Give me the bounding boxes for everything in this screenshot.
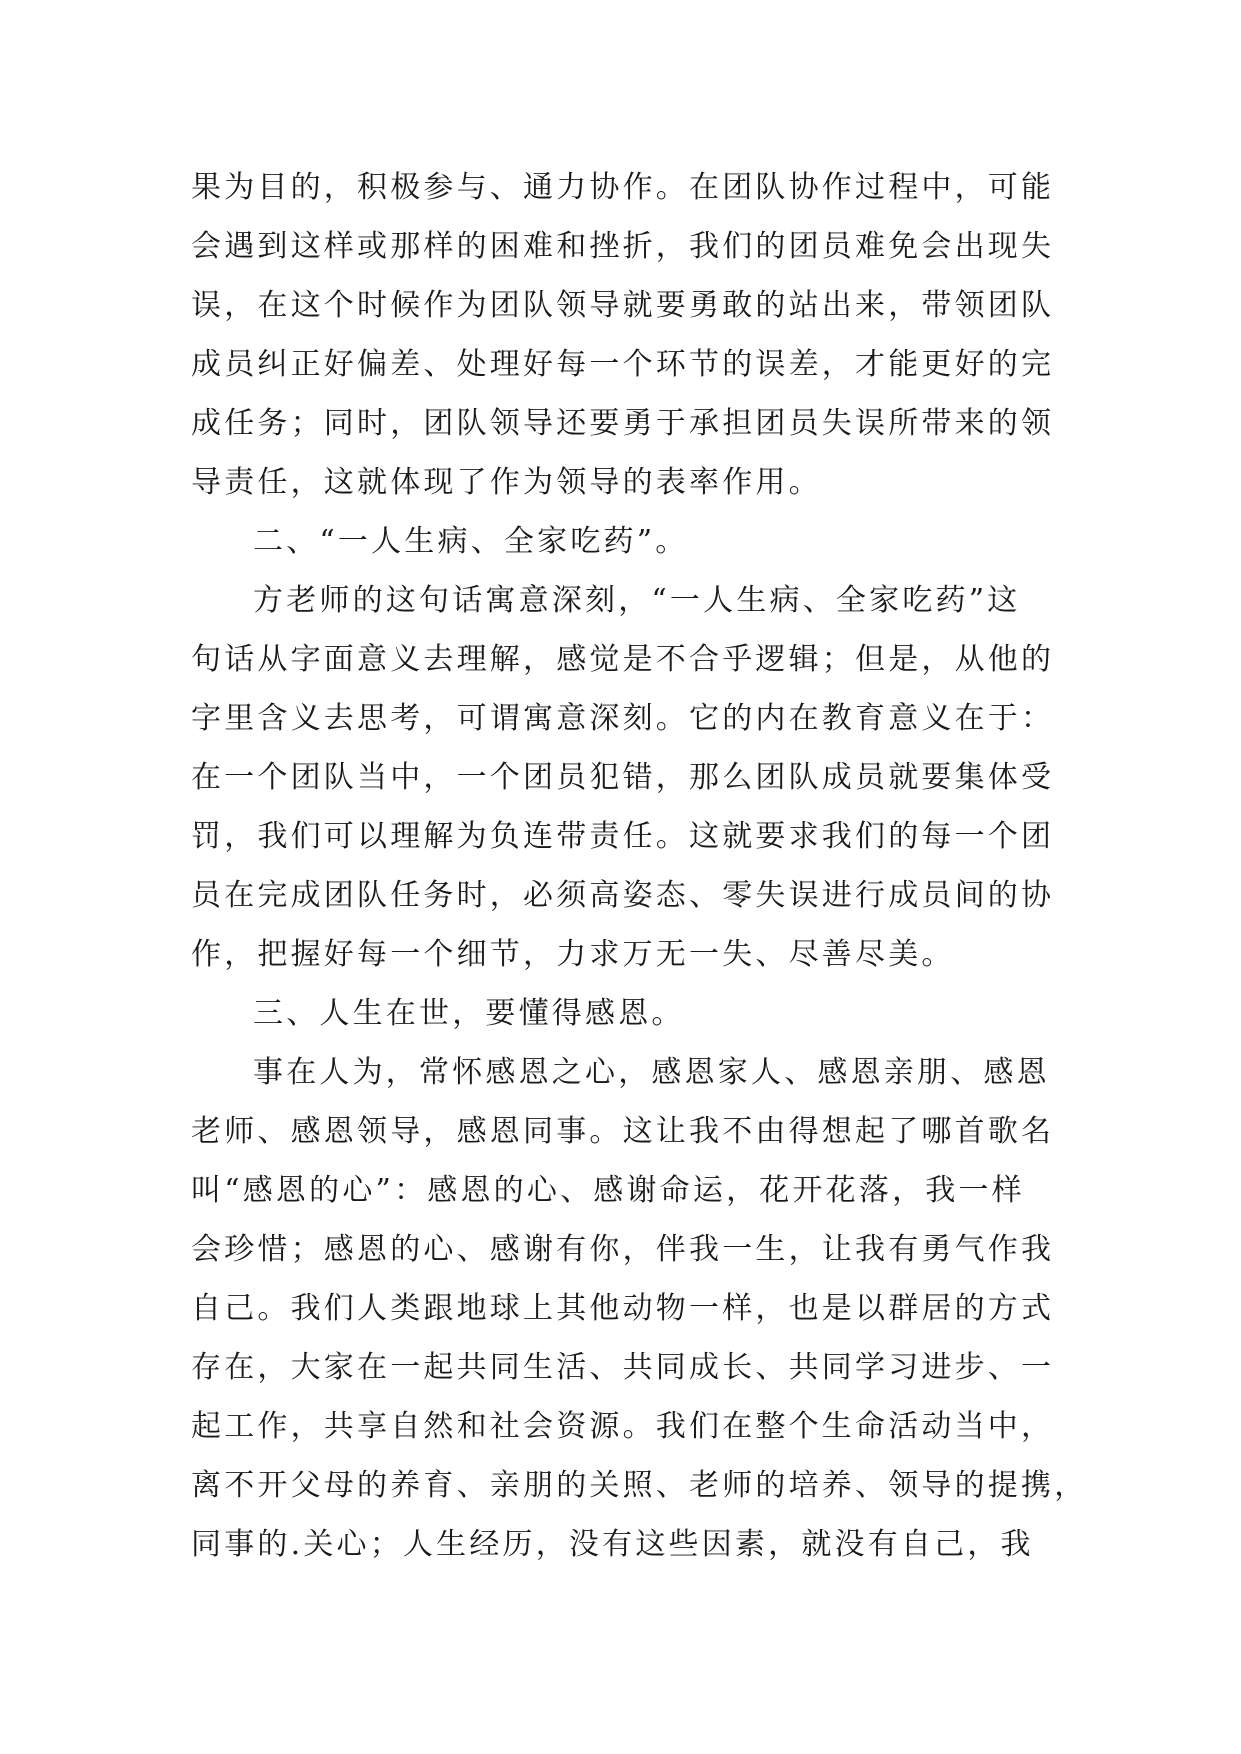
text-line: 自己。我们人类跟地球上其他动物一样，也是以群居的方式: [191, 1291, 1055, 1326]
text-line: 起工作，共享自然和社会资源。我们在整个生命活动当中，: [191, 1409, 1055, 1444]
text-line: 员在完成团队任务时，必须高姿态、零失误进行成员间的协: [191, 878, 1055, 913]
text-line: 同事的.关心；人生经历，没有这些因素，就没有自己，我: [191, 1527, 1034, 1562]
text-line: 罚，我们可以理解为负连带责任。这就要求我们的每一个团: [191, 819, 1055, 854]
text-line: 离不开父母的养育、亲朋的关照、老师的培养、领导的提携，: [191, 1468, 1088, 1503]
body-text: [191, 158, 1088, 1574]
text-line: 成任务；同时，团队领导还要勇于承担团员失误所带来的领: [191, 406, 1055, 441]
text-line: 字里含义去思考，可谓寓意深刻。它的内在教育意义在于：: [191, 701, 1055, 736]
text-line: 存在，大家在一起共同生活、共同成长、共同学习进步、一: [191, 1350, 1055, 1385]
text-line: 果为目的，积极参与、通力协作。在团队协作过程中，可能: [191, 170, 1055, 205]
section-heading-2: 二、“一人生病、全家吃药”。: [253, 524, 689, 559]
text-line: 会珍惜；感恩的心、感谢有你，伴我一生，让我有勇气作我: [191, 1232, 1055, 1267]
text-line: 方老师的这句话寓意深刻，“一人生病、全家吃药”这: [253, 583, 1021, 618]
text-line: 叫“感恩的心”：感恩的心、感谢命运，花开花落，我一样: [191, 1173, 1025, 1208]
text-line: 在一个团队当中，一个团员犯错，那么团队成员就要集体受: [191, 760, 1055, 795]
text-line: 导责任，这就体现了作为领导的表率作用。: [191, 465, 822, 500]
text-line: 事在人为，常怀感恩之心，感恩家人、感恩亲朋、感恩: [253, 1055, 1050, 1090]
text-line: 句话从字面意义去理解，感觉是不合乎逻辑；但是，从他的: [191, 642, 1055, 677]
text-line: 老师、感恩领导，感恩同事。这让我不由得想起了哪首歌名: [191, 1114, 1055, 1149]
section-heading-3: 三、人生在世，要懂得感恩。: [253, 996, 685, 1031]
text-line: 会遇到这样或那样的困难和挫折，我们的团员难免会出现失: [191, 229, 1055, 264]
text-line: 误，在这个时候作为团队领导就要勇敢的站出来，带领团队: [191, 288, 1055, 323]
text-line: 作，把握好每一个细节，力求万无一失、尽善尽美。: [191, 937, 955, 972]
text-line: 成员纠正好偏差、处理好每一个环节的误差，才能更好的完: [191, 347, 1055, 382]
